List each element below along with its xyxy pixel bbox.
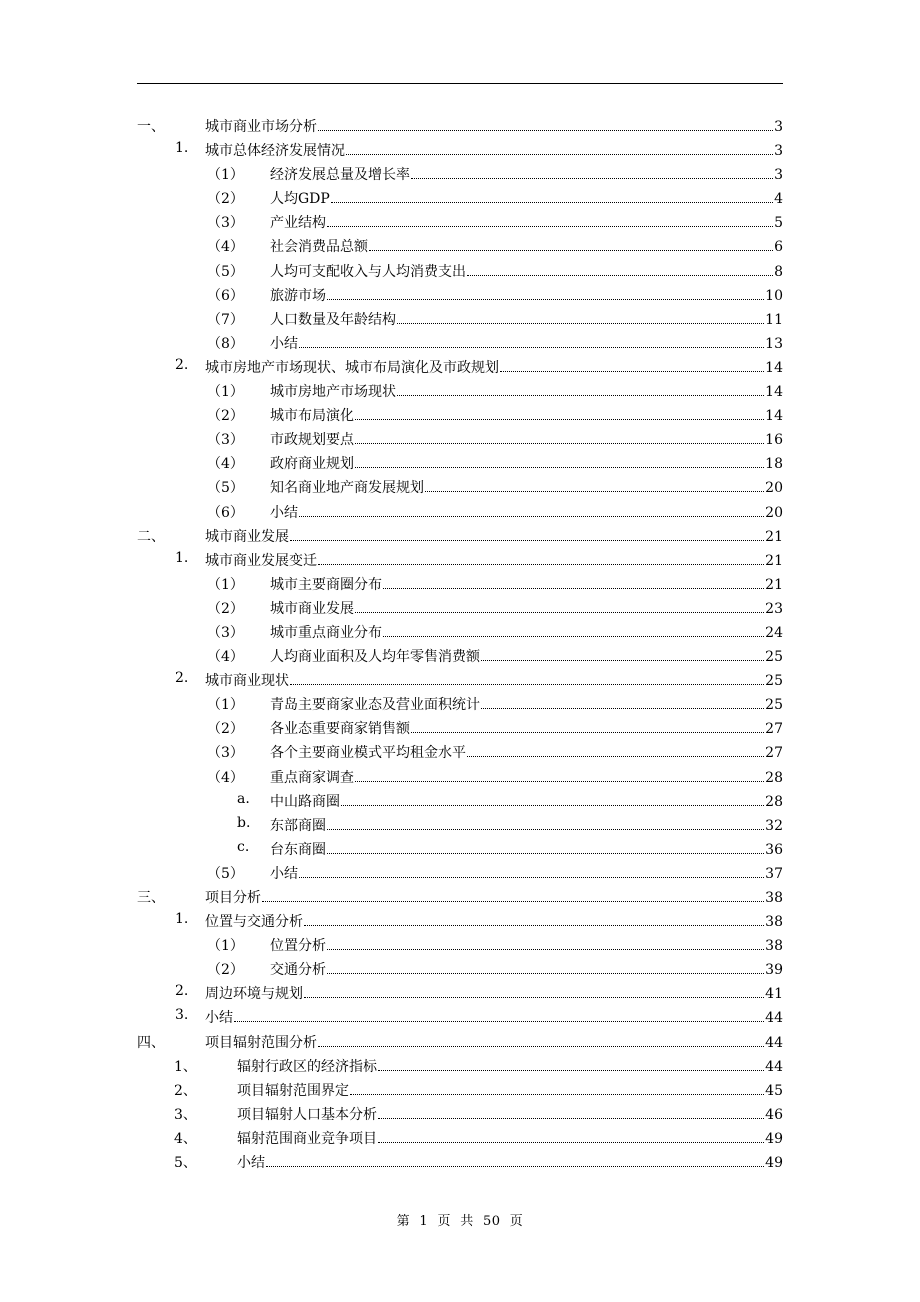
toc-entry-number: （3） <box>207 215 244 232</box>
toc-entry[interactable] <box>137 1125 783 1149</box>
toc-entry-title: 台东商圈 <box>270 839 326 859</box>
toc-entry-number: 三、 <box>137 890 165 906</box>
toc-entry-page: 38 <box>765 890 783 906</box>
dot-leader <box>467 275 773 276</box>
toc-entry-number: （5） <box>207 480 244 497</box>
dot-leader <box>467 756 764 757</box>
toc-entry-page: 44 <box>765 1010 783 1027</box>
toc-entry-number: （5） <box>207 865 244 882</box>
toc-entry-page: 14 <box>765 384 783 401</box>
toc-entry-page: 36 <box>765 841 783 858</box>
toc-entry-number: （2） <box>207 962 244 979</box>
dot-leader <box>290 684 764 685</box>
toc-entry-title: 小结 <box>270 863 298 883</box>
toc-entry-number: （4） <box>207 456 244 473</box>
dot-leader <box>299 347 764 348</box>
toc-entry-page: 21 <box>765 576 783 593</box>
toc-entry[interactable] <box>137 282 783 306</box>
toc-entry[interactable] <box>137 788 783 812</box>
toc-entry-title: 社会消费品总额 <box>270 236 368 256</box>
toc-entry-title: 知名商业地产商发展规划 <box>270 477 424 497</box>
toc-entry[interactable] <box>137 137 783 161</box>
toc-entry-page: 3 <box>774 143 783 160</box>
dot-leader <box>234 1021 764 1022</box>
toc-entry-number: （1） <box>207 167 244 184</box>
toc-entry[interactable] <box>137 836 783 860</box>
toc-entry[interactable] <box>137 306 783 330</box>
dot-leader <box>378 1118 764 1119</box>
toc-entry-number: 5、 <box>174 1155 197 1172</box>
toc-entry-title: 辐射范围商业竞争项目 <box>237 1128 377 1148</box>
toc-entry-title: 青岛主要商家业态及营业面积统计 <box>270 694 480 714</box>
toc-entry-number: （1） <box>207 938 244 955</box>
table-of-contents <box>137 113 783 1173</box>
toc-entry[interactable] <box>137 956 783 980</box>
toc-entry-number: （3） <box>207 745 244 762</box>
toc-entry-title: 项目辐射范围分析 <box>205 1032 317 1052</box>
toc-entry-number: （2） <box>207 408 244 425</box>
dot-leader <box>355 443 764 444</box>
toc-entry-number: 2. <box>175 356 189 373</box>
dot-leader <box>355 612 764 613</box>
toc-entry-number: 四、 <box>137 1034 165 1051</box>
toc-entry[interactable] <box>137 595 783 619</box>
toc-entry[interactable] <box>137 161 783 185</box>
dot-leader <box>378 1142 764 1143</box>
toc-entry[interactable] <box>137 667 783 691</box>
toc-entry-title: 政府商业规划 <box>270 453 354 473</box>
toc-entry-page: 18 <box>765 456 783 473</box>
dot-leader <box>369 250 773 251</box>
toc-entry[interactable] <box>137 691 783 715</box>
dot-leader <box>299 516 764 517</box>
toc-entry-number: （1） <box>207 384 244 401</box>
toc-entry-title: 位置分析 <box>270 935 326 955</box>
toc-entry-title: 项目分析 <box>205 887 261 907</box>
toc-entry-number: （5） <box>207 263 244 280</box>
dot-leader <box>327 226 773 227</box>
toc-entry-number: （4） <box>207 239 244 256</box>
dot-leader <box>318 564 764 565</box>
toc-entry[interactable] <box>137 185 783 209</box>
toc-entry-number: 1、 <box>174 1058 197 1075</box>
dot-leader <box>304 997 764 998</box>
dot-leader <box>341 805 764 806</box>
dot-leader <box>355 419 764 420</box>
toc-entry-page: 10 <box>765 287 783 304</box>
dot-leader <box>411 178 773 179</box>
toc-entry-page: 41 <box>765 986 783 1003</box>
toc-entry-page: 21 <box>765 552 783 569</box>
toc-entry-title: 城市房地产市场现状、城市布局演化及市政规划 <box>205 357 499 377</box>
toc-entry-number: （2） <box>207 191 244 208</box>
toc-entry-number: （3） <box>207 432 244 449</box>
toc-entry[interactable] <box>137 1077 783 1101</box>
dot-leader <box>383 588 764 589</box>
toc-entry-page: 25 <box>765 673 783 690</box>
toc-entry[interactable] <box>137 233 783 257</box>
dot-leader <box>355 781 764 782</box>
dot-leader <box>383 636 764 637</box>
toc-entry-page: 20 <box>765 504 783 521</box>
toc-entry-page: 14 <box>765 359 783 376</box>
toc-entry-page: 39 <box>765 962 783 979</box>
toc-entry-page: 25 <box>765 697 783 714</box>
dot-leader <box>481 708 764 709</box>
toc-entry-title: 市政规划要点 <box>270 429 354 449</box>
toc-entry[interactable] <box>137 426 783 450</box>
toc-entry[interactable] <box>137 474 783 498</box>
toc-entry-title: 周边环境与规划 <box>205 983 303 1003</box>
toc-entry-page: 24 <box>765 624 783 641</box>
toc-entry-number: 1. <box>175 140 189 157</box>
page-footer: 第 1 页 共 50 页 <box>396 1214 524 1229</box>
dot-leader <box>327 829 764 830</box>
toc-entry[interactable] <box>137 643 783 667</box>
dot-leader <box>481 660 764 661</box>
toc-entry-number: 3、 <box>174 1106 197 1123</box>
toc-entry-page: 45 <box>765 1082 783 1099</box>
dot-leader <box>355 467 764 468</box>
toc-entry[interactable] <box>137 619 783 643</box>
toc-entry[interactable] <box>137 715 783 739</box>
toc-entry-number: （7） <box>207 311 244 328</box>
toc-entry-page: 28 <box>765 793 783 810</box>
toc-entry-number: （4） <box>207 649 244 666</box>
dot-leader <box>331 202 773 203</box>
toc-entry-number: （2） <box>207 721 244 738</box>
toc-entry[interactable] <box>137 739 783 763</box>
toc-entry-title: 项目辐射人口基本分析 <box>237 1104 377 1124</box>
toc-entry-page: 38 <box>765 938 783 955</box>
toc-entry-page: 37 <box>765 865 783 882</box>
toc-entry[interactable] <box>137 1149 783 1173</box>
toc-entry-title: 小结 <box>205 1007 233 1027</box>
toc-entry[interactable] <box>137 330 783 354</box>
toc-entry-title: 人均商业面积及人均年零售消费额 <box>270 646 480 666</box>
dot-leader <box>411 732 764 733</box>
toc-entry-title: 重点商家调查 <box>270 767 354 787</box>
toc-entry-page: 27 <box>765 721 783 738</box>
toc-entry-page: 44 <box>765 1034 783 1051</box>
toc-entry-title: 城市商业发展变迁 <box>205 550 317 570</box>
toc-entry[interactable] <box>137 884 783 908</box>
toc-entry[interactable] <box>137 354 783 378</box>
toc-entry-page: 3 <box>774 119 783 135</box>
toc-entry-title: 辐射行政区的经济指标 <box>237 1056 377 1076</box>
toc-entry-number: 3. <box>175 1007 189 1024</box>
toc-entry-title: 各个主要商业模式平均租金水平 <box>270 742 466 762</box>
toc-entry-title: 位置与交通分析 <box>205 911 303 931</box>
dot-leader <box>327 973 764 974</box>
dot-leader <box>378 1070 764 1071</box>
toc-entry[interactable] <box>137 932 783 956</box>
toc-entry-title: 人均可支配收入与人均消费支出 <box>270 261 466 281</box>
toc-entry-page: 11 <box>765 311 783 328</box>
toc-entry[interactable] <box>137 450 783 474</box>
toc-entry-number: 1. <box>175 549 189 566</box>
toc-entry-title: 中山路商圈 <box>270 791 340 811</box>
toc-entry-page: 27 <box>765 745 783 762</box>
toc-entry-number: （8） <box>207 335 244 352</box>
toc-entry[interactable] <box>137 113 783 137</box>
dot-leader <box>318 1046 764 1047</box>
toc-entry-page: 8 <box>774 263 783 280</box>
toc-entry-title: 城市商业发展 <box>205 526 289 546</box>
toc-entry-page: 13 <box>765 335 783 352</box>
toc-entry-title: 项目辐射范围界定 <box>237 1080 349 1100</box>
toc-entry-number: 二、 <box>137 528 165 545</box>
toc-entry-title: 各业态重要商家销售额 <box>270 718 410 738</box>
toc-entry-number: c. <box>237 838 250 855</box>
toc-entry[interactable] <box>137 812 783 836</box>
toc-entry-number: （6） <box>207 287 244 304</box>
toc-entry-page: 14 <box>765 408 783 425</box>
dot-leader <box>290 540 764 541</box>
toc-entry-title: 城市布局演化 <box>270 405 354 425</box>
toc-entry[interactable] <box>137 571 783 595</box>
header-rule <box>137 83 783 84</box>
toc-entry-page: 46 <box>765 1106 783 1123</box>
toc-entry-number: （4） <box>207 769 244 786</box>
toc-entry-number: b. <box>237 814 251 831</box>
dot-leader <box>327 853 764 854</box>
toc-entry-page: 20 <box>765 480 783 497</box>
toc-entry[interactable] <box>137 860 783 884</box>
toc-entry-page: 16 <box>765 432 783 449</box>
dot-leader <box>327 299 764 300</box>
toc-entry-page: 32 <box>765 817 783 834</box>
toc-entry-title: 人均GDP <box>270 188 330 208</box>
dot-leader <box>350 1094 764 1095</box>
dot-leader <box>500 371 764 372</box>
toc-entry-title: 小结 <box>270 333 298 353</box>
toc-entry-number: 1. <box>175 911 189 928</box>
toc-entry-title: 小结 <box>237 1152 265 1172</box>
dot-leader <box>299 877 764 878</box>
toc-entry[interactable] <box>137 499 783 523</box>
toc-entry-number: （6） <box>207 504 244 521</box>
toc-entry-page: 44 <box>765 1058 783 1075</box>
dot-leader <box>318 130 773 131</box>
dot-leader <box>346 154 773 155</box>
dot-leader <box>304 925 764 926</box>
toc-entry[interactable] <box>137 980 783 1004</box>
toc-entry-number: （1） <box>207 697 244 714</box>
toc-entry-number: 2. <box>175 983 189 1000</box>
dot-leader <box>397 323 764 324</box>
toc-entry[interactable] <box>137 908 783 932</box>
dot-leader <box>425 491 764 492</box>
toc-entry[interactable] <box>137 402 783 426</box>
toc-entry-number: （1） <box>207 576 244 593</box>
toc-entry-number: 2. <box>175 670 189 687</box>
toc-entry-title: 城市商业市场分析 <box>205 116 317 136</box>
toc-entry-page: 28 <box>765 769 783 786</box>
toc-entry[interactable] <box>137 547 783 571</box>
toc-entry[interactable] <box>137 1004 783 1028</box>
toc-entry-number: 2、 <box>174 1082 197 1099</box>
toc-entry-title: 城市商业现状 <box>205 670 289 690</box>
toc-entry-title: 人口数量及年龄结构 <box>270 309 396 329</box>
toc-entry-page: 21 <box>765 528 783 545</box>
toc-entry-title: 城市总体经济发展情况 <box>205 140 345 160</box>
dot-leader <box>262 901 764 902</box>
toc-entry-page: 5 <box>774 215 783 232</box>
toc-entry-title: 旅游市场 <box>270 285 326 305</box>
toc-entry-number: 4、 <box>174 1130 197 1147</box>
toc-entry-title: 小结 <box>270 502 298 522</box>
toc-entry-page: 3 <box>774 167 783 184</box>
toc-entry-page: 6 <box>774 239 783 256</box>
toc-entry-title: 城市主要商圈分布 <box>270 574 382 594</box>
toc-entry-page: 4 <box>774 191 783 208</box>
toc-entry[interactable] <box>137 1053 783 1077</box>
toc-entry[interactable] <box>137 523 783 547</box>
dot-leader <box>327 949 764 950</box>
toc-entry-page: 38 <box>765 914 783 931</box>
toc-entry-number: （3） <box>207 624 244 641</box>
toc-entry-title: 城市房地产市场现状 <box>270 381 396 401</box>
toc-entry-page: 49 <box>765 1130 783 1147</box>
toc-entry[interactable] <box>137 1029 783 1053</box>
toc-entry-page: 25 <box>765 649 783 666</box>
toc-entry-number: （2） <box>207 600 244 617</box>
toc-entry-title: 产业结构 <box>270 212 326 232</box>
toc-entry-number: 一、 <box>137 119 165 135</box>
dot-leader <box>397 395 764 396</box>
dot-leader <box>266 1166 764 1167</box>
toc-entry[interactable] <box>137 209 783 233</box>
toc-entry[interactable] <box>137 378 783 402</box>
toc-entry-number: a. <box>237 790 250 807</box>
toc-entry[interactable] <box>137 1101 783 1125</box>
toc-entry-title: 城市商业发展 <box>270 598 354 618</box>
toc-entry-title: 东部商圈 <box>270 815 326 835</box>
toc-entry-title: 经济发展总量及增长率 <box>270 164 410 184</box>
toc-entry-title: 交通分析 <box>270 959 326 979</box>
toc-entry-page: 23 <box>765 600 783 617</box>
toc-entry-page: 49 <box>765 1155 783 1172</box>
toc-entry[interactable] <box>137 258 783 282</box>
toc-entry[interactable] <box>137 764 783 788</box>
toc-entry-title: 城市重点商业分布 <box>270 622 382 642</box>
